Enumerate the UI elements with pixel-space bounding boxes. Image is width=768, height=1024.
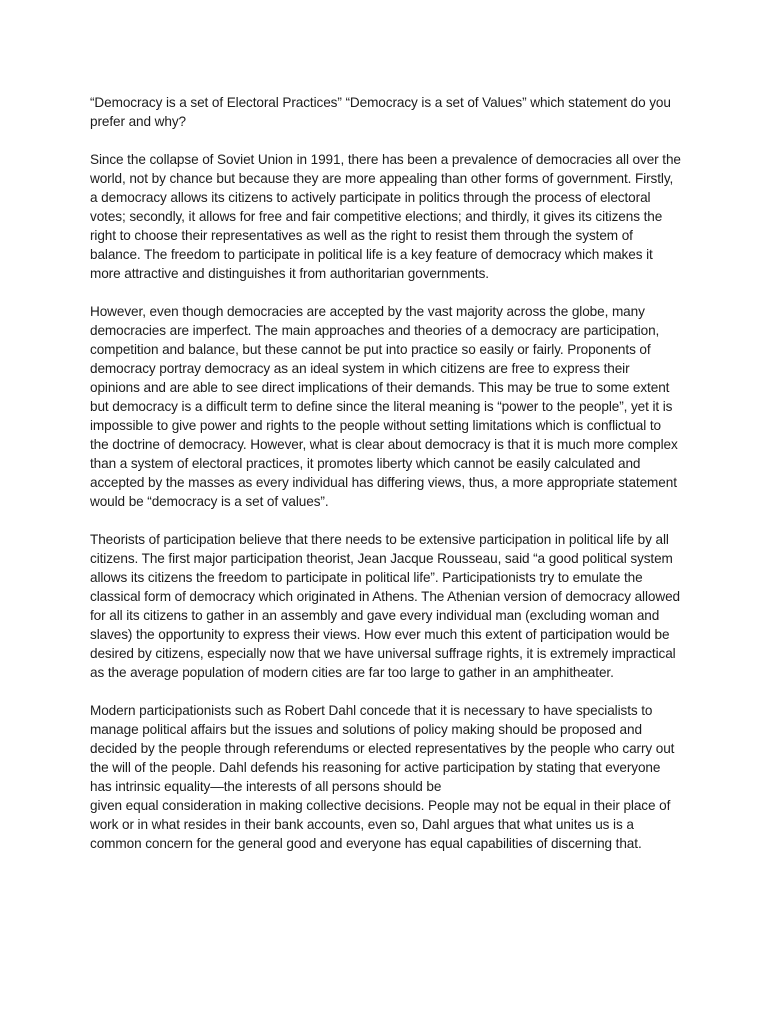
paragraph-imperfect-democracies: However, even though democracies are accepted by the vast majority across the globe, many democracies are imperfect. The main approaches and theories of a democracy are participation, competition and balance, but these cannot be put into practice so easily or fairly. Proponents of democracy portray democracy as an ideal system in which citizens are free to express their opinions and are able to see direct implications of their demands. This may be true to some extent but democracy is a difficult term to define since the literal meaning is “power to the people”, yet it is impossible to give power and rights to the people without setting limitations which is conflictual to the doctrine of democracy. However, what is clear about democracy is that it is much more complex than a system of electoral practices, it promotes liberty which cannot be easily calculated and accepted by the masses as every individual has differing views, thus, a more appropriate statement would be “democracy is a set of values”. xyxy=(90,304,678,509)
document-page xyxy=(90,93,682,853)
paragraph-intro: Since the collapse of Soviet Union in 1991, there has been a prevalence of democracies all over the world, not by chance but because they are more appealing than other forms of government. Firstly, a democracy allows its citizens to actively participate in politics through the process of electoral votes; secondly, it allows for free and fair competitive elections; and thirdly, it gives its citizens the right to choose their representatives as well as the right to resist them through the system of balance. The freedom to participate in political life is a key feature of democracy which makes it more attractive and distinguishes it from authoritarian governments. xyxy=(90,152,681,281)
paragraph-dahl-part-1: Modern participationists such as Robert Dahl concede that it is necessary to have specialists to manage political affairs but the issues and solutions of policy making should be proposed and decided by the people through referendums or elected representatives by the people who carry out the will of the people. Dahl defends his reasoning for active participation by stating that everyone has intrinsic equality—the interests of all persons should be xyxy=(90,703,675,794)
essay-question: “Democracy is a set of Electoral Practices” “Democracy is a set of Values” which statement do you prefer and why? xyxy=(90,95,671,129)
paragraph-participation-theorists: Theorists of participation believe that there needs to be extensive participation in political life by all citizens. The first major participation theorist, Jean Jacque Rousseau, said “a good political system allows its citizens the freedom to participate in political life”. Participationists try to emulate the classical form of democracy which originated in Athens. The Athenian version of democracy allowed for all its citizens to gather in an assembly and gave every individual man (excluding woman and slaves) the opportunity to express their views. How ever much this extent of participation would be desired by citizens, especially now that we have universal suffrage rights, it is extremely impractical as the average population of modern cities are far too large to gather in an amphitheater. xyxy=(90,532,680,680)
paragraph-dahl-part-2: given equal consideration in making collective decisions. People may not be equal in their place of work or in what resides in their bank accounts, even so, Dahl argues that what unites us is a common concern for the general good and everyone has equal capabilities of discerning that. xyxy=(90,798,671,851)
paragraph-dahl xyxy=(90,701,682,853)
